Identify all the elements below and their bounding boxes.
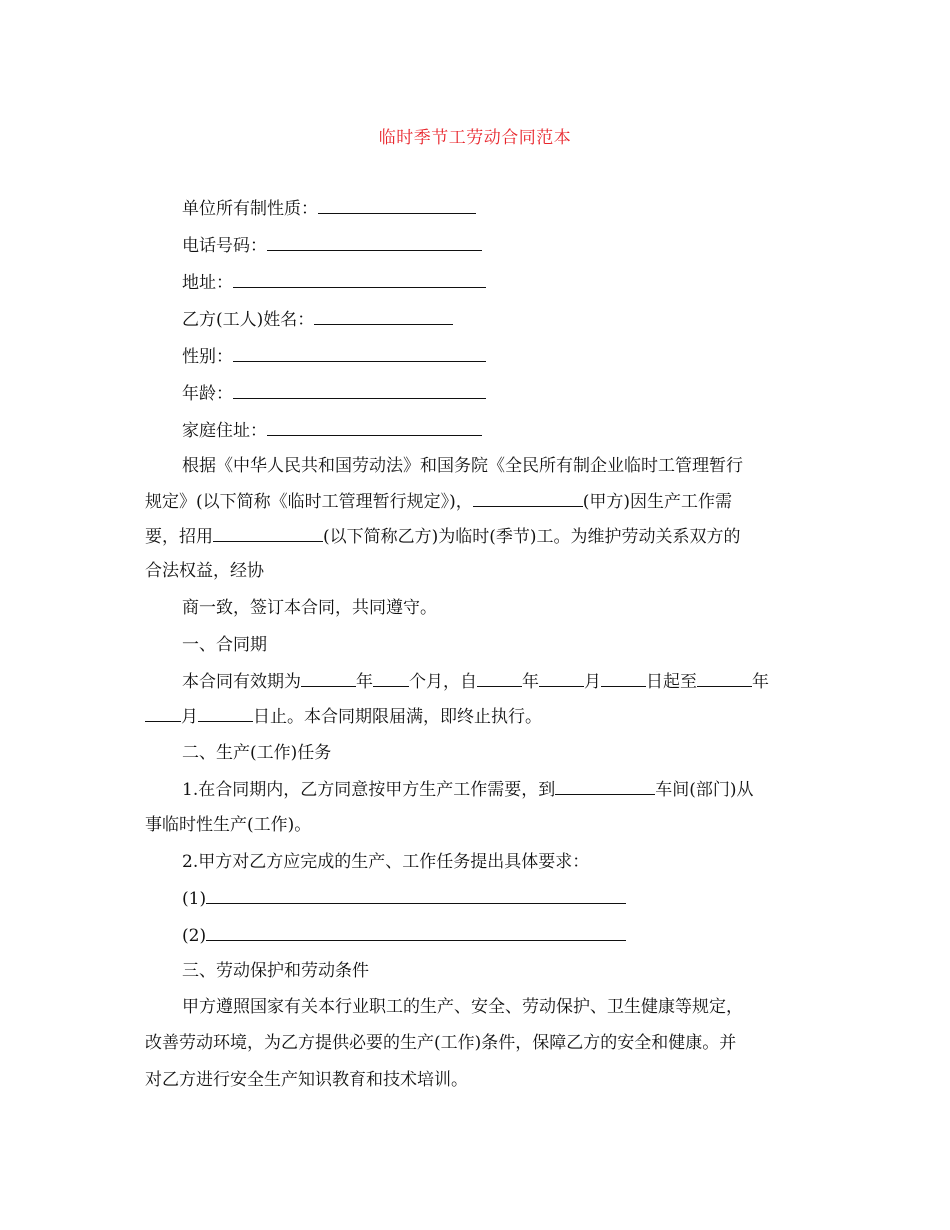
term-text: 年 bbox=[522, 672, 539, 692]
term-text: 年 bbox=[752, 672, 769, 692]
field-label: 电话号码： bbox=[182, 236, 267, 256]
field-label: 乙方(工人)姓名： bbox=[182, 310, 315, 330]
fill-blank[interactable] bbox=[314, 307, 453, 325]
intro-line bbox=[145, 489, 810, 514]
fill-blank[interactable] bbox=[267, 418, 482, 436]
paragraph-line: 对乙方进行安全生产知识教育和技术培训。 bbox=[145, 1070, 468, 1090]
requirement-number: (2) bbox=[182, 926, 207, 946]
intro-line: 根据《中华人民共和国劳动法》和国务院《全民所有制企业临时工管理暂行 bbox=[182, 456, 743, 476]
fill-blank[interactable] bbox=[198, 704, 253, 722]
term-text: 月 bbox=[181, 707, 198, 727]
field-home-address bbox=[182, 418, 810, 443]
fill-blank[interactable] bbox=[233, 381, 486, 399]
requirement-line bbox=[182, 886, 810, 911]
term-text: 个月，自 bbox=[409, 672, 477, 692]
fill-blank[interactable] bbox=[301, 669, 356, 687]
task-line: 2.甲方对乙方应完成的生产、工作任务提出具体要求： bbox=[182, 852, 590, 872]
fill-blank[interactable] bbox=[473, 489, 583, 507]
document-title: 临时季节工劳动合同范本 bbox=[378, 128, 572, 148]
fill-blank[interactable] bbox=[213, 524, 323, 542]
field-phone bbox=[182, 233, 810, 258]
section-heading: 二、生产(工作)任务 bbox=[182, 743, 332, 763]
fill-blank[interactable] bbox=[555, 777, 655, 795]
fill-blank[interactable] bbox=[206, 923, 626, 941]
field-label: 家庭住址： bbox=[182, 421, 267, 441]
term-text: 年 bbox=[356, 672, 373, 692]
field-label: 地址： bbox=[182, 273, 233, 293]
task-text: 车间(部门)从 bbox=[655, 780, 754, 800]
term-text: 日起至 bbox=[646, 672, 697, 692]
fill-blank[interactable] bbox=[233, 344, 486, 362]
field-ownership bbox=[182, 196, 810, 221]
field-label: 单位所有制性质： bbox=[182, 199, 318, 219]
requirement-line bbox=[182, 923, 810, 948]
section-heading: 一、合同期 bbox=[182, 635, 267, 655]
intro-text: 规定》(以下简称《临时工管理暂行规定》)， bbox=[145, 492, 473, 512]
fill-blank[interactable] bbox=[267, 233, 482, 251]
intro-line: 合法权益，经协 bbox=[145, 561, 264, 581]
fill-blank[interactable] bbox=[601, 669, 646, 687]
task-line: 事临时性生产(工作)。 bbox=[145, 815, 312, 835]
intro-line bbox=[145, 524, 810, 549]
task-line bbox=[182, 777, 810, 802]
field-label: 性别： bbox=[182, 347, 233, 367]
field-age bbox=[182, 381, 810, 406]
task-text: 1.在合同期内，乙方同意按甲方生产工作需要，到 bbox=[182, 780, 556, 800]
intro-text: (以下简称乙方)为临时(季节)工。为维护劳动关系双方的 bbox=[323, 527, 741, 547]
fill-blank[interactable] bbox=[373, 669, 409, 687]
paragraph-line: 甲方遵照国家有关本行业职工的生产、安全、劳动保护、卫生健康等规定， bbox=[182, 997, 743, 1017]
requirement-number: (1) bbox=[182, 889, 207, 909]
fill-blank[interactable] bbox=[318, 196, 476, 214]
intro-line: 商一致，签订本合同，共同遵守。 bbox=[182, 598, 437, 618]
field-gender bbox=[182, 344, 810, 369]
paragraph-line: 改善劳动环境，为乙方提供必要的生产(工作)条件，保障乙方的安全和健康。并 bbox=[145, 1033, 737, 1053]
fill-blank[interactable] bbox=[477, 669, 522, 687]
term-line bbox=[182, 669, 810, 694]
field-worker-name bbox=[182, 307, 810, 332]
fill-blank[interactable] bbox=[233, 270, 486, 288]
fill-blank[interactable] bbox=[206, 886, 626, 904]
fill-blank[interactable] bbox=[145, 704, 181, 722]
field-label: 年龄： bbox=[182, 384, 233, 404]
term-text: 本合同有效期为 bbox=[182, 672, 301, 692]
term-text: 月 bbox=[584, 672, 601, 692]
term-line bbox=[145, 704, 810, 729]
fill-blank[interactable] bbox=[539, 669, 584, 687]
intro-text: (甲方)因生产工作需 bbox=[582, 492, 733, 512]
section-heading: 三、劳动保护和劳动条件 bbox=[182, 961, 369, 981]
intro-text: 要，招用 bbox=[145, 527, 213, 547]
term-text: 日止。本合同期限届满，即终止执行。 bbox=[253, 707, 542, 727]
fill-blank[interactable] bbox=[697, 669, 752, 687]
field-address bbox=[182, 270, 810, 295]
